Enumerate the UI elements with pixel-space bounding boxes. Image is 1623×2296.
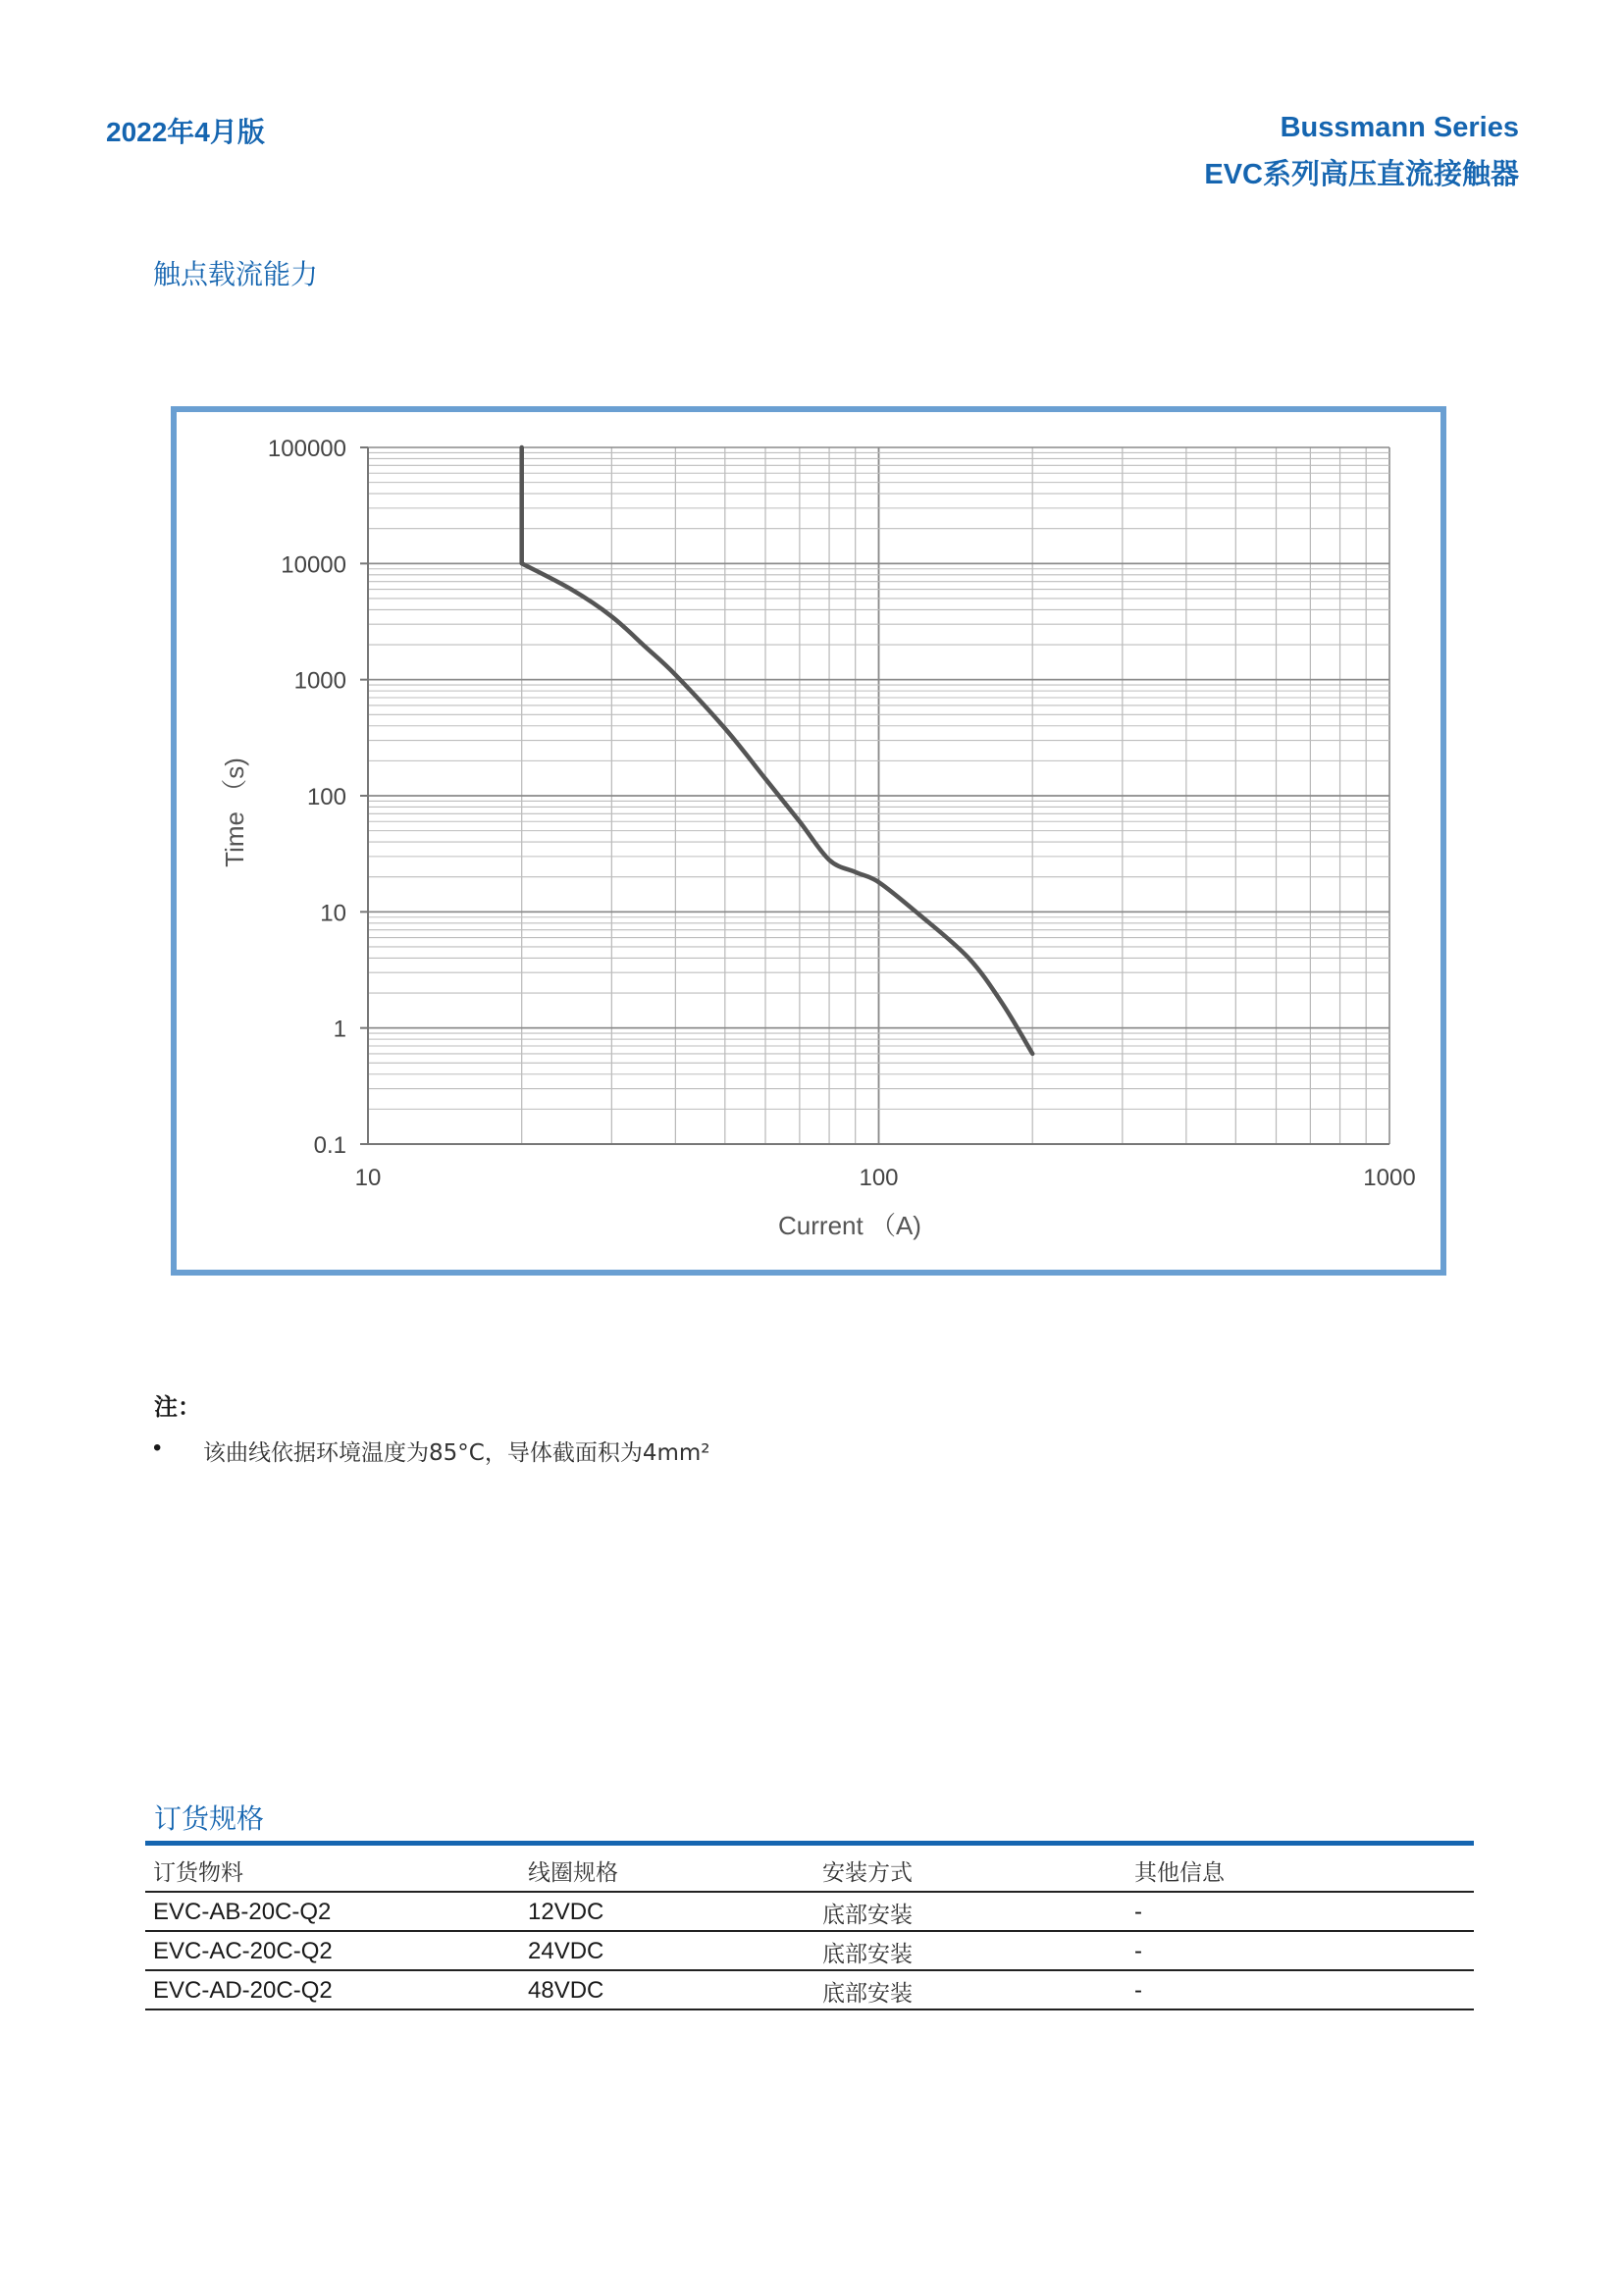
ordering-table: [145, 1841, 1474, 2010]
cell-coil-spec: 12VDC: [520, 1892, 814, 1931]
section-title-contact-capacity: 触点载流能力: [153, 258, 319, 290]
chart-series: [522, 447, 1032, 1054]
y-tick-label: 1: [333, 1016, 346, 1043]
section-title-ordering: 订货规格: [154, 1802, 265, 1835]
cell-part-number: EVC-AC-20C-Q2: [145, 1931, 520, 1970]
cell-other-info: -: [1126, 1970, 1474, 2009]
y-tick-label: 10000: [281, 551, 346, 579]
series-line: [522, 447, 1032, 1054]
x-tick-label: 1000: [1363, 1165, 1416, 1191]
notes-label: 注：: [154, 1393, 201, 1421]
y-axis-label: Time （s): [220, 757, 249, 867]
cell-other-info: -: [1126, 1892, 1474, 1931]
cell-mounting: 底部安装: [814, 1892, 1126, 1931]
note-bullet: •: [153, 1435, 162, 1461]
cell-mounting: 底部安装: [814, 1931, 1126, 1970]
table-row: [145, 1970, 1474, 2009]
note-item: 该曲线依据环境温度为85°C，导体截面积为4mm²: [203, 1440, 710, 1466]
x-tick-label: 100: [859, 1165, 899, 1191]
x-axis-label: Current （A): [778, 1211, 921, 1240]
cell-mounting: 底部安装: [814, 1970, 1126, 2009]
table-row: [145, 1892, 1474, 1931]
chart-frame: [171, 406, 1446, 1276]
x-tick-label: 10: [354, 1165, 382, 1191]
y-tick-label: 0.1: [313, 1132, 346, 1159]
cell-coil-spec: 48VDC: [520, 1970, 814, 2009]
cell-part-number: EVC-AB-20C-Q2: [145, 1892, 520, 1931]
y-tick-label: 100000: [267, 436, 346, 462]
product-family-title: EVC系列高压直流接触器: [1204, 159, 1519, 190]
brand-series: Bussmann Series: [1280, 112, 1519, 143]
current-time-chart: [177, 412, 1440, 1270]
cell-part-number: EVC-AD-20C-Q2: [145, 1970, 520, 2009]
y-tick-label: 10: [320, 900, 346, 927]
header-part-number: 订货物料: [145, 1844, 520, 1893]
table-row: [145, 1931, 1474, 1970]
header-other-info: 其他信息: [1126, 1844, 1474, 1893]
cell-coil-spec: 24VDC: [520, 1931, 814, 1970]
y-tick-label: 100: [306, 784, 346, 810]
header-coil-spec: 线圈规格: [520, 1844, 814, 1893]
header-mounting: 安装方式: [814, 1844, 1126, 1893]
y-tick-label: 1000: [293, 667, 346, 695]
cell-other-info: -: [1126, 1931, 1474, 1970]
document-date: 2022年4月版: [106, 117, 265, 147]
table-header-row: [145, 1844, 1474, 1893]
brand-header: [1204, 104, 1519, 198]
